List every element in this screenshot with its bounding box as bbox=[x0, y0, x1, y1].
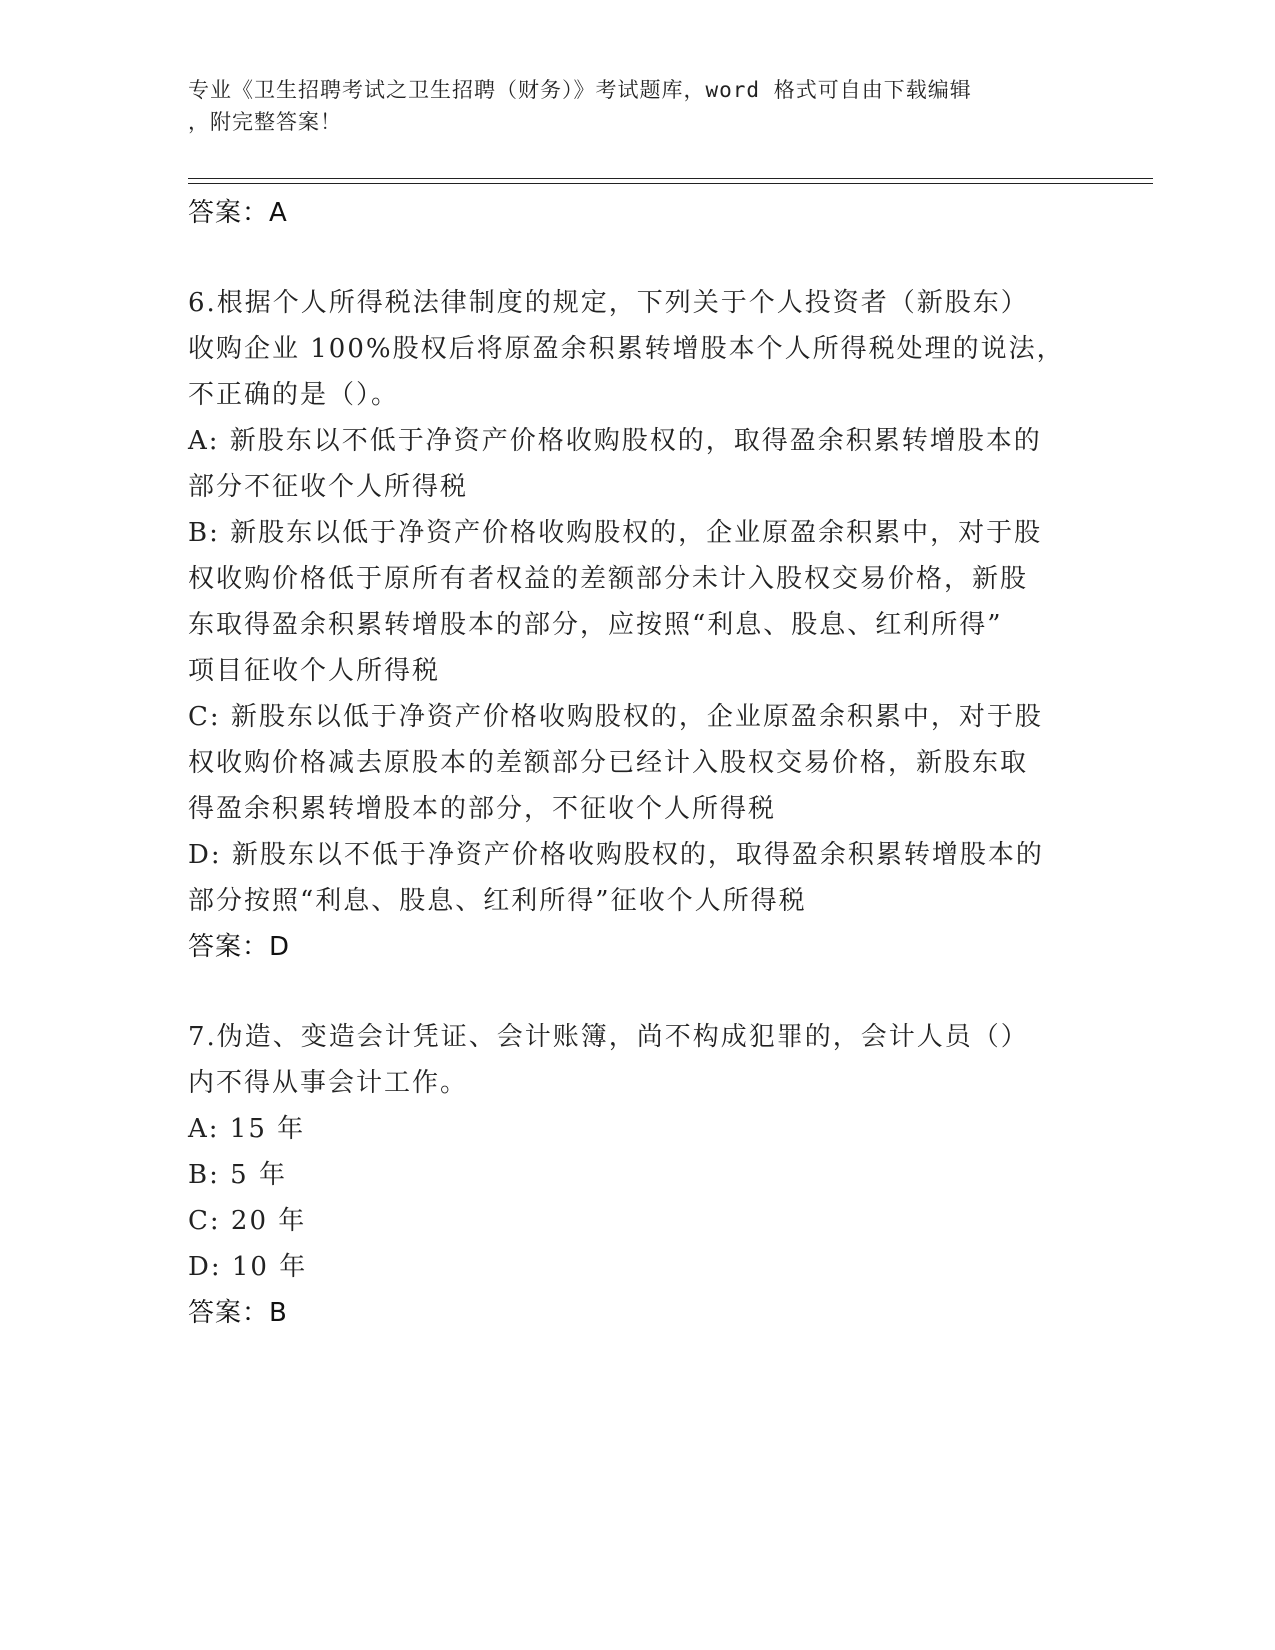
option-d-line: 部分按照“利息、股息、红利所得”征收个人所得税 bbox=[188, 886, 807, 916]
option-b-line: 东取得盈余积累转增股本的部分，应按照“利息、股息、红利所得” bbox=[188, 610, 1003, 640]
question-stem-line: 6.根据个人所得税法律制度的规定，下列关于个人投资者（新股东） bbox=[188, 288, 1029, 318]
question-6 bbox=[188, 280, 1088, 970]
page-header bbox=[188, 74, 1088, 138]
option-c: C: 20 年 bbox=[188, 1206, 307, 1236]
option-c-line: 权收购价格减去原股本的差额部分已经计入股权交易价格，新股东取 bbox=[188, 748, 1029, 778]
question-stem-line: 收购企业 100%股权后将原盈余积累转增股本个人所得税处理的说法， bbox=[188, 334, 1065, 364]
question-6-answer: 答案：D bbox=[188, 932, 291, 962]
question-7 bbox=[188, 1014, 1088, 1336]
header-line-2: ，附完整答案！ bbox=[188, 110, 342, 134]
previous-answer: 答案：A bbox=[188, 198, 288, 228]
question-7-answer: 答案：B bbox=[188, 1298, 288, 1328]
option-b-line: 项目征收个人所得税 bbox=[188, 656, 441, 686]
header-divider-top bbox=[188, 178, 1153, 179]
option-b-line: B: 新股东以低于净资产价格收购股权的，企业原盈余积累中，对于股 bbox=[188, 518, 1043, 548]
option-c-line: C: 新股东以低于净资产价格收购股权的，企业原盈余积累中，对于股 bbox=[188, 702, 1043, 732]
header-divider-bottom bbox=[188, 183, 1153, 184]
question-content bbox=[188, 190, 1088, 1336]
question-stem-line: 不正确的是（）。 bbox=[188, 380, 400, 410]
option-b-line: 权收购价格低于原所有者权益的差额部分未计入股权交易价格，新股 bbox=[188, 564, 1029, 594]
header-line-1: 专业《卫生招聘考试之卫生招聘（财务）》考试题库，word 格式可自由下载编辑 bbox=[188, 78, 972, 102]
option-b: B: 5 年 bbox=[188, 1160, 287, 1190]
option-d-line: D: 新股东以不低于净资产价格收购股权的，取得盈余积累转增股本的 bbox=[188, 840, 1044, 870]
option-c-line: 得盈余积累转增股本的部分，不征收个人所得税 bbox=[188, 794, 777, 824]
question-stem-line: 内不得从事会计工作。 bbox=[188, 1068, 469, 1098]
option-a: A: 15 年 bbox=[188, 1114, 306, 1144]
option-d: D: 10 年 bbox=[188, 1252, 308, 1282]
option-a-line: A: 新股东以不低于净资产价格收购股权的，取得盈余积累转增股本的 bbox=[188, 426, 1042, 456]
option-a-line: 部分不征收个人所得税 bbox=[188, 472, 469, 502]
question-stem-line: 7.伪造、变造会计凭证、会计账簿，尚不构成犯罪的，会计人员（） bbox=[188, 1022, 1029, 1052]
